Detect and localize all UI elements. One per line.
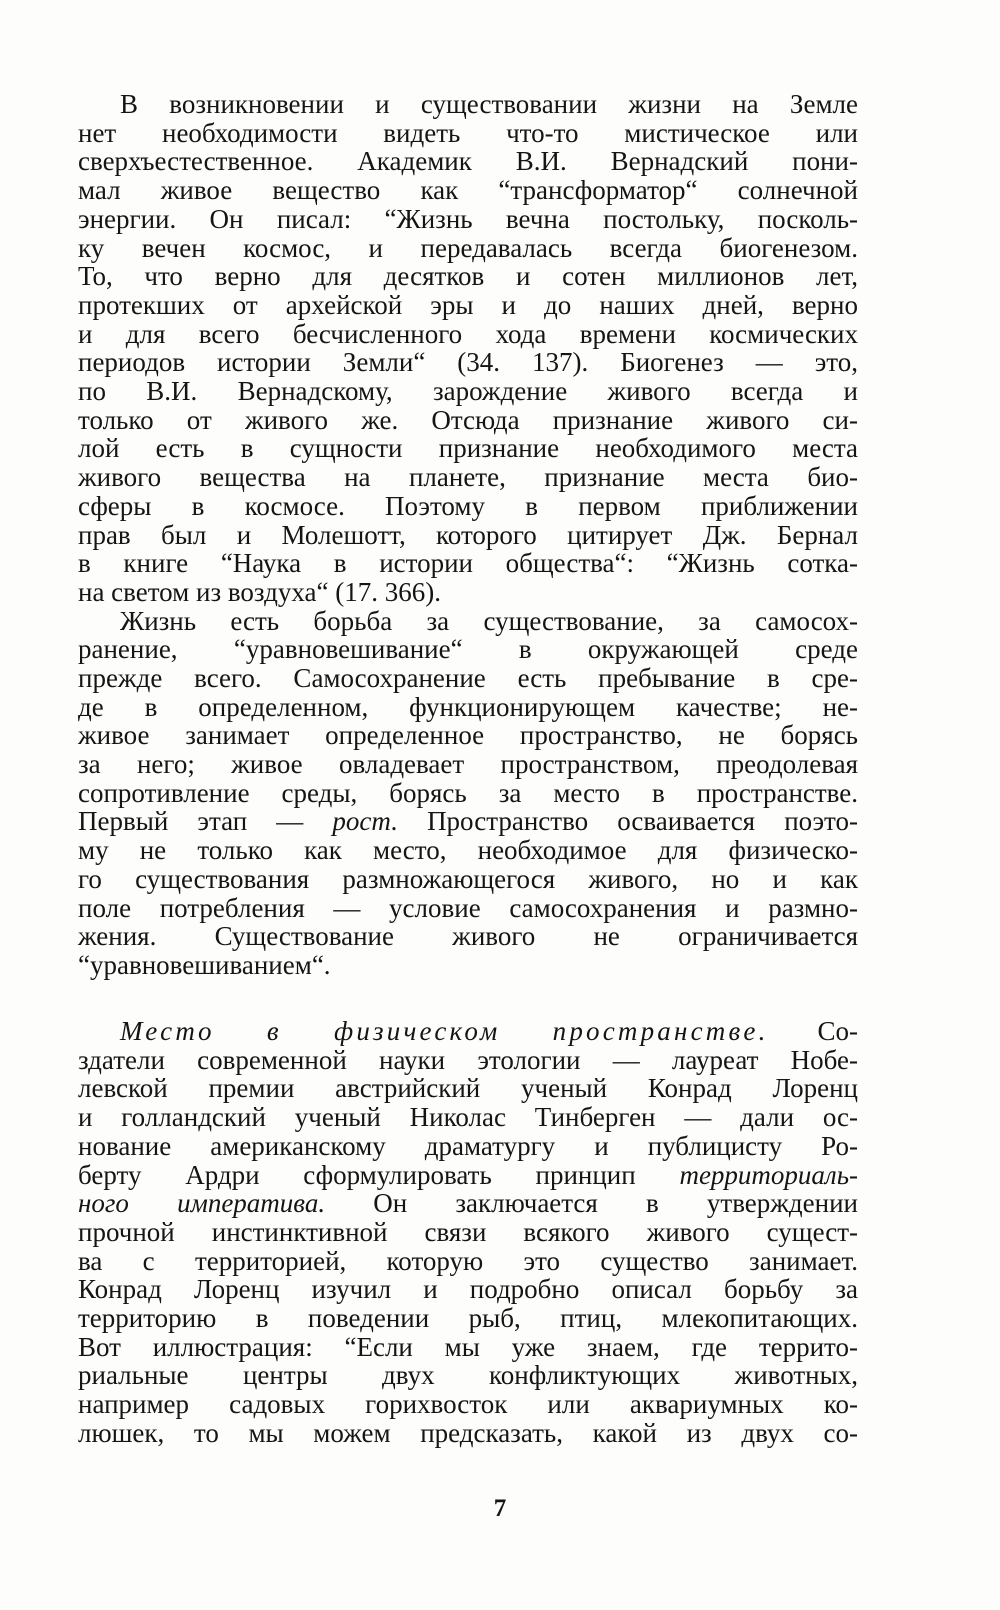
text-line: Конрад Лоренц изучил и подробно описал борьбу за: [78, 1274, 858, 1305]
text-line: ва с территорией, которую это существо занимает.: [78, 1245, 858, 1276]
text-line: люшек, то мы можем предсказать, какой из двух со-: [78, 1417, 858, 1448]
text-line: например садовых горихвосток или аквариумных ко-: [78, 1389, 858, 1420]
italic-term: ного императива.: [78, 1188, 326, 1219]
text-line: му не только как место, необходимое для физическо-: [78, 835, 858, 866]
text-line: по В.И. Вернадскому, зарождение живого всегда и: [78, 376, 858, 406]
text-line: и голландский ученый Николас Тинберген — дали ос-: [78, 1102, 858, 1133]
text-line: только от живого же. Отсюда признание живого си-: [78, 404, 858, 435]
text-run: Он заключается в утверждении: [325, 1188, 858, 1219]
page-number: 7: [493, 1495, 507, 1522]
text-line: мал живое вещество как “трансформатор“ солнечной: [78, 175, 858, 206]
text-line: живое занимает определенное пространство, не борясь: [78, 720, 858, 751]
text-line: энергии. Он писал: “Жизнь вечна постольку, посколь-: [78, 203, 858, 234]
text-run: Пространство осваивается поэто-: [397, 806, 858, 837]
text-line: [78, 1189, 858, 1218]
italic-term: территориаль-: [679, 1159, 858, 1190]
text-line: протекших от архейской эры и до наших дней, верно: [78, 289, 858, 320]
text-line: де в определенном, функционирующем качестве; не-: [78, 691, 858, 722]
text-line: Вот иллюстрация: “Если мы уже знаем, где террито-: [78, 1331, 858, 1362]
text-line: лой есть в сущности признание необходимого места: [78, 433, 858, 464]
text-line: левской премии австрийский ученый Конрад Лоренц: [78, 1073, 858, 1104]
text-line: сферы в космосе. Поэтому в первом приближении: [78, 490, 858, 521]
text-line: Жизнь есть борьба за существование, за самосох-: [120, 605, 858, 636]
text-run: Со-: [768, 1016, 859, 1046]
text-line: периодов истории Земли“ (34. 137). Биогенез — это,: [78, 347, 858, 378]
text-line: здатели современной науки этологии — лауреат Нобе-: [78, 1044, 858, 1075]
text-line: жения. Существование живого не ограничивается: [78, 921, 858, 952]
text-line: “уравновешиванием“.: [78, 949, 331, 980]
section-heading: Место в физическом пространстве.: [120, 1016, 769, 1046]
text-line: ку вечен космос, и передавалась всегда биогенезом.: [78, 232, 858, 263]
text-line: нование американскому драматургу и публицисту Ро-: [78, 1130, 858, 1161]
text-run: Первый этап —: [78, 806, 333, 837]
text-line: живого вещества на планете, признание места био-: [78, 462, 858, 493]
text-line: [78, 807, 858, 836]
text-line: сверхъестественное. Академик В.И. Вернадский пони-: [78, 146, 858, 177]
text-line: го существования размножающегося живого, но и как: [78, 863, 858, 894]
text-line: риальные центры двух конфликтующих животных,: [78, 1360, 858, 1391]
text-line: сопротивление среды, борясь за место в пространстве.: [78, 777, 858, 808]
text-line: прав был и Молешотт, которого цитирует Дж. Бернал: [78, 519, 858, 550]
text-line: на светом из воздуха“ (17. 366).: [78, 576, 441, 607]
text-line: нет необходимости видеть что-то мистическое или: [78, 117, 858, 148]
text-line: за него; живое овладевает пространством, преодолевая: [78, 749, 858, 780]
text-line: ранение, “уравновешивание“ в окружающей среде: [78, 634, 858, 665]
text-line: То, что верно для десятков и сотен миллионов лет,: [78, 261, 858, 292]
text-line: поле потребления — условие самосохранения и размно-: [78, 892, 858, 923]
text-line: территорию в поведении рыб, птиц, млекопитающих.: [78, 1303, 858, 1333]
italic-term: рост.: [332, 806, 398, 837]
text-line: прочной инстинктивной связи всякого живого сущест-: [78, 1216, 858, 1247]
text-line: [120, 1017, 858, 1046]
text-line: прежде всего. Самосохранение есть пребывание в сре-: [78, 662, 858, 693]
text-run: берту Ардри сформулировать принцип: [78, 1159, 680, 1190]
text-line: в книге “Наука в истории общества“: “Жизнь сотка-: [78, 548, 858, 579]
text-line: В возникновении и существовании жизни на Земле: [120, 89, 858, 119]
text-line: и для всего бесчисленного хода времени космических: [78, 318, 858, 349]
text-line: [78, 1161, 858, 1190]
